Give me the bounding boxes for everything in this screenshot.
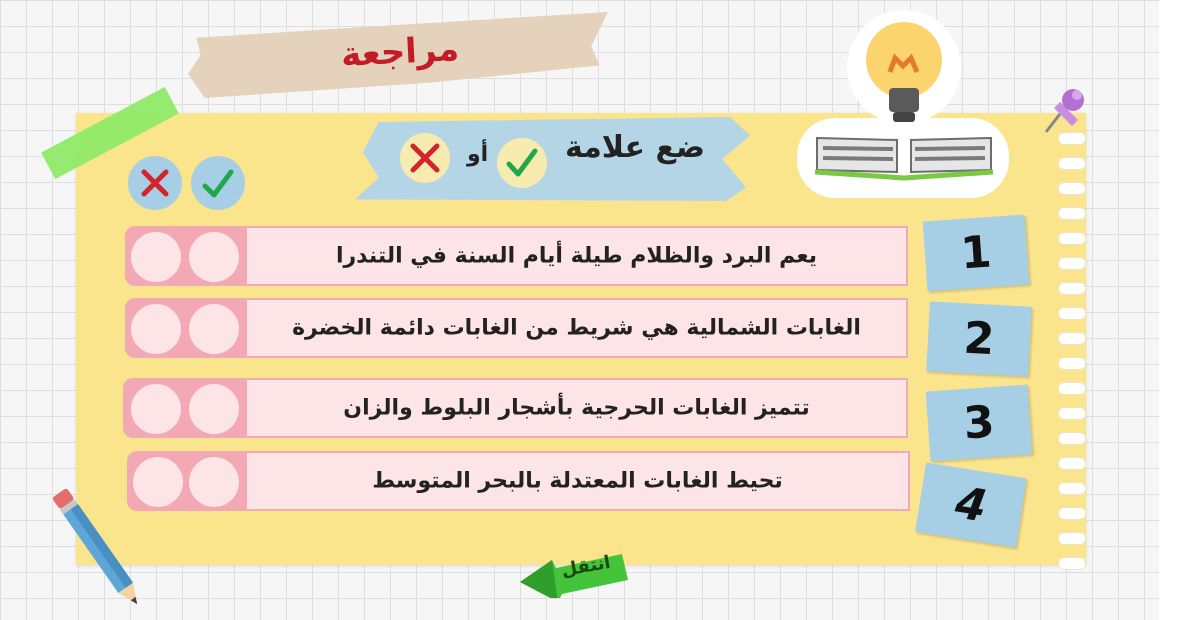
number-card-1: 1	[923, 215, 1030, 292]
legend-cross-icon	[128, 156, 182, 210]
number-card-4: 4	[915, 462, 1027, 547]
legend-check-icon	[191, 156, 245, 210]
answer-slot-check-1[interactable]	[189, 232, 239, 282]
question-row-3	[123, 378, 908, 438]
number-card-3: 3	[926, 385, 1033, 462]
answer-slot-check-2[interactable]	[189, 304, 239, 354]
answer-slot-cross-2[interactable]	[131, 304, 181, 354]
question-text: تحيط الغابات المعتدلة بالبحر المتوسط	[372, 468, 783, 494]
instruction-text: ضع علامة	[565, 130, 705, 165]
pushpin-icon	[1032, 80, 1092, 140]
answer-slot-cross-1[interactable]	[131, 232, 181, 282]
answer-slot-cross-3[interactable]	[131, 384, 181, 434]
cross-icon	[400, 133, 450, 183]
page-title: مراجعة	[339, 28, 461, 76]
number-card-2: 2	[926, 301, 1032, 376]
question-box-3	[245, 378, 908, 438]
question-text: الغابات الشمالية هي شريط من الغابات دائمة الخضرة	[292, 315, 861, 341]
lamp-book-icon	[797, 10, 1009, 190]
next-button[interactable]: انتقل	[518, 548, 630, 598]
check-icon	[497, 138, 547, 188]
pencil-icon	[44, 478, 154, 618]
question-box-4	[245, 451, 910, 511]
answer-slot-check-4[interactable]	[189, 457, 239, 507]
or-text: أو	[467, 142, 489, 167]
page-edge	[1159, 0, 1179, 620]
question-row-4	[127, 451, 910, 511]
notebook-rings	[1058, 132, 1092, 552]
answer-slot-check-3[interactable]	[189, 384, 239, 434]
question-text: يعم البرد والظلام طيلة أيام السنة في التندرا	[335, 243, 818, 269]
question-box-1	[245, 226, 908, 286]
question-box-2	[245, 298, 908, 358]
question-row-2	[125, 298, 908, 358]
question-text: تتميز الغابات الحرجية بأشجار البلوط والزان	[343, 395, 810, 421]
question-row-1	[125, 226, 908, 286]
